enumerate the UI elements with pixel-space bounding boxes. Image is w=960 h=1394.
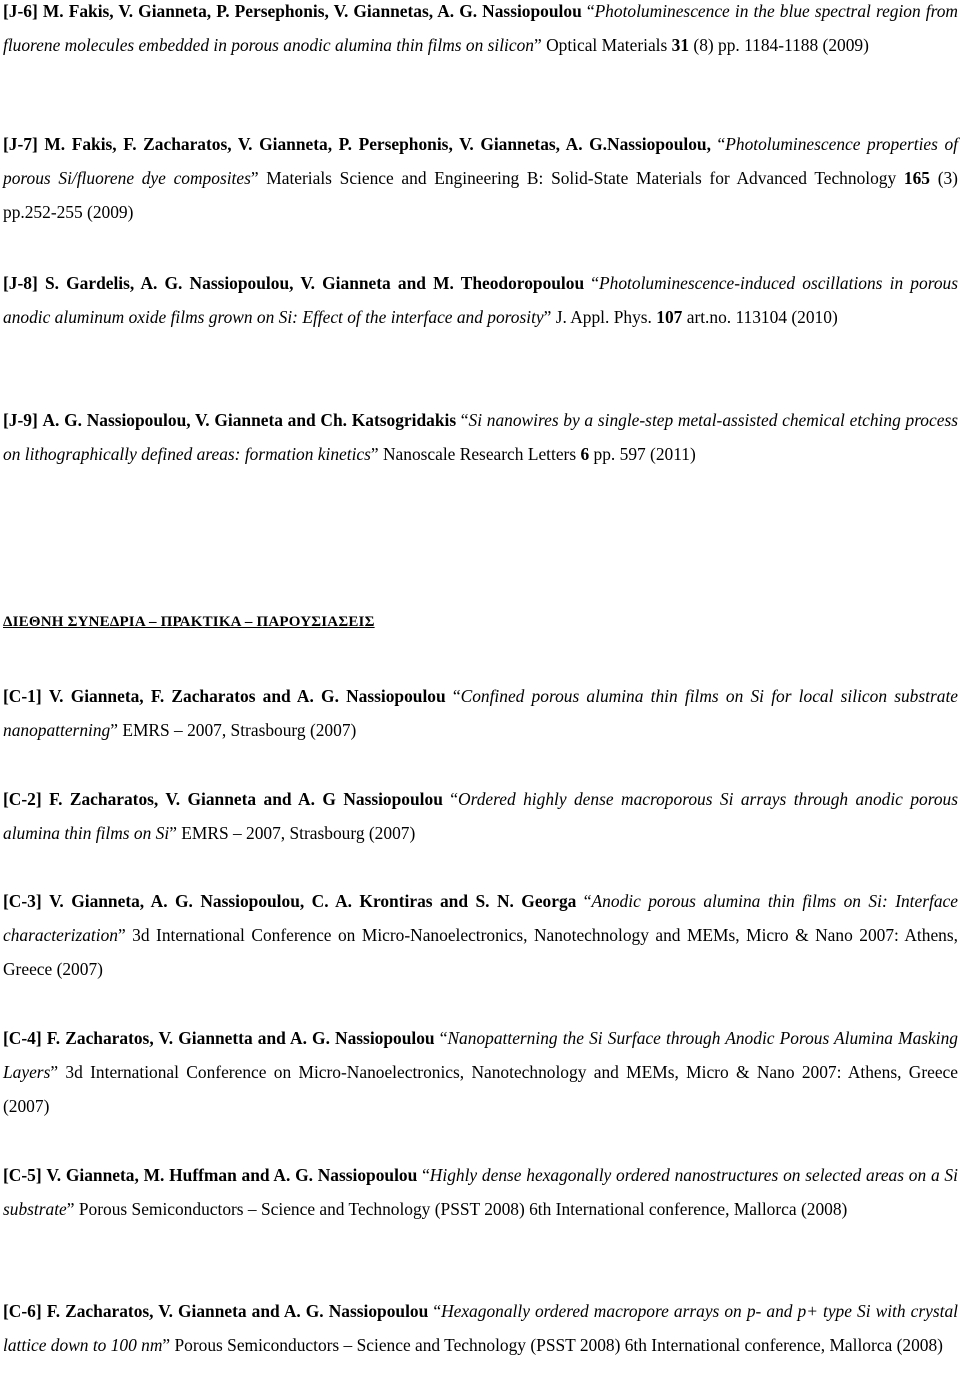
- reference-volume: 31: [671, 35, 690, 56]
- reference-authors: M. Fakis, F. Zacharatos, V. Gianneta, P. Persephonis, V. Giannetas, A. G.Nassiopoulou,: [44, 134, 711, 154]
- reference-authors: V. Gianneta, A. G. Nassiopoulou, C. A. Krontiras and S. N. Georga: [49, 891, 577, 911]
- section-heading: ΔΙΕΘΝΗ ΣΥΝΕΔΡΙΑ – ΠΡΑΚΤΙΚΑ – ΠΑΡΟΥΣΙΑΣΕΙΣ: [3, 614, 375, 630]
- conference-reference: [C-4] F. Zacharatos, V. Giannetta and A. G. Nassiopoulou “Nanopatterning the Si Surface through Anodic Porous Alumina Masking Layers” 3d International Conference on Micro-Nanoelectronics, Nanotechnology and MEMs, Micro & Nano 2007: Athens, Greece (2007): [3, 1028, 958, 1117]
- journal-reference: [J-6] M. Fakis, V. Gianneta, P. Persephonis, V. Giannetas, A. G. Nassiopoulou “Photoluminescence in the blue spectral region from fluorene molecules embedded in porous anodic alumina thin films on silicon” Optical Materials 31 (8) pp. 1184-1188 (2009): [3, 1, 958, 56]
- reference-authors: V. Gianneta, M. Huffman and A. G. Nassiopoulou: [46, 1165, 418, 1185]
- reference-id: [C-1]: [3, 686, 42, 706]
- reference-details: art.no. 113104 (2010): [686, 307, 838, 328]
- reference-id: [C-4]: [3, 1028, 42, 1048]
- reference-authors: S. Gardelis, A. G. Nassiopoulou, V. Gianneta and M. Theodoropoulou: [44, 273, 585, 293]
- reference-authors: F. Zacharatos, V. Gianneta and A. G Nassiopoulou: [49, 789, 443, 809]
- reference-id: [C-3]: [3, 891, 42, 911]
- conference-reference: [C-2] F. Zacharatos, V. Gianneta and A. G Nassiopoulou “Ordered highly dense macroporous Si arrays through anodic porous alumina thin films on Si” EMRS – 2007, Strasbourg (2007): [3, 789, 958, 844]
- reference-venue: EMRS – 2007, Strasbourg (2007): [181, 823, 416, 844]
- reference-venue: 3d International Conference on Micro-Nanoelectronics, Nanotechnology and MEMs, Micro & Nano 2007: Athens, Greece (2007): [3, 1062, 958, 1117]
- reference-title: Hexagonally ordered macropore arrays on p- and p+ type Si with crystal lattice down to 100 nm: [3, 1301, 958, 1356]
- journal-reference: [J-7] M. Fakis, F. Zacharatos, V. Gianneta, P. Persephonis, V. Giannetas, A. G.Nassiopoulou, “Photoluminescence properties of porous Si/fluorene dye composites” Materials Science and Engineering B: Solid-State Materials for Advanced Technology 165 (3) pp.252-255 (2009): [3, 134, 959, 223]
- reference-venue: Nanoscale Research Letters: [382, 444, 577, 465]
- reference-venue: J. Appl. Phys.: [555, 307, 652, 328]
- reference-authors: M. Fakis, V. Gianneta, P. Persephonis, V. Giannetas, A. G. Nassiopoulou: [42, 1, 582, 21]
- conference-reference: [C-3] V. Gianneta, A. G. Nassiopoulou, C. A. Krontiras and S. N. Georga “Anodic porous alumina thin films on Si: Interface characterization” 3d International Conference on Micro-Nanoelectronics, Nanotechnology and MEMs, Micro & Nano 2007: Athens, Greece (2007): [3, 891, 958, 980]
- reference-details: (3) pp.252-255 (2009): [3, 168, 958, 223]
- reference-authors: F. Zacharatos, V. Giannetta and A. G. Nassiopoulou: [46, 1028, 435, 1048]
- reference-title: Photoluminescence-induced oscillations in porous anodic aluminum oxide films grown on Si: Effect of the interface and porosity: [3, 273, 958, 328]
- reference-authors: V. Gianneta, F. Zacharatos and A. G. Nassiopoulou: [48, 686, 446, 706]
- reference-title: Nanopatterning the Si Surface through Anodic Porous Alumina Masking Layers: [3, 1028, 958, 1083]
- reference-id: [J-9]: [3, 410, 38, 430]
- reference-volume: 107: [656, 307, 683, 328]
- reference-details: (8) pp. 1184-1188 (2009): [693, 35, 869, 56]
- reference-title: Confined porous alumina thin films on Si for local silicon substrate nanopatterning: [3, 686, 958, 741]
- reference-venue: Porous Semiconductors – Science and Technology (PSST 2008) 6th International conference, Mallorca (2008): [78, 1199, 848, 1220]
- reference-id: [C-2]: [3, 789, 42, 809]
- reference-venue: Materials Science and Engineering B: Solid-State Materials for Advanced Technology: [266, 168, 897, 189]
- reference-title: Photoluminescence in the blue spectral region from fluorene molecules embedded in porous anodic alumina thin films on silicon: [3, 1, 958, 56]
- reference-id: [J-8]: [3, 273, 38, 293]
- reference-id: [C-6]: [3, 1301, 42, 1321]
- reference-title: Si nanowires by a single-step metal-assisted chemical etching process on lithographically defined areas: formation kinetics: [3, 410, 958, 465]
- reference-title: Ordered highly dense macroporous Si arrays through anodic porous alumina thin films on Si: [3, 789, 958, 844]
- conference-reference: [C-5] V. Gianneta, M. Huffman and A. G. Nassiopoulou “Highly dense hexagonally ordered nanostructures on selected areas on a Si substrate” Porous Semiconductors – Science and Technology (PSST 2008) 6th International conference, Mallorca (2008): [3, 1165, 958, 1220]
- reference-authors: A. G. Nassiopoulou, V. Gianneta and Ch. Katsogridakis: [42, 410, 457, 430]
- reference-id: [C-5]: [3, 1165, 42, 1185]
- reference-title: Photoluminescence properties of porous Si/fluorene dye composites: [3, 134, 959, 189]
- reference-venue: Porous Semiconductors – Science and Technology (PSST 2008) 6th International conference, Mallorca (2008): [174, 1335, 943, 1356]
- reference-title: Anodic porous alumina thin films on Si: Interface characterization: [3, 891, 958, 946]
- conference-reference: [C-1] V. Gianneta, F. Zacharatos and A. G. Nassiopoulou “Confined porous alumina thin films on Si for local silicon substrate nanopatterning” EMRS – 2007, Strasbourg (2007): [3, 686, 958, 741]
- reference-authors: F. Zacharatos, V. Gianneta and A. G. Nassiopoulou: [46, 1301, 429, 1321]
- reference-venue: 3d International Conference on Micro-Nanoelectronics, Nanotechnology and MEMs, Micro & Nano 2007: Athens, Greece (2007): [3, 925, 958, 980]
- reference-volume: 6: [580, 444, 590, 465]
- journal-reference: [J-9] A. G. Nassiopoulou, V. Gianneta and Ch. Katsogridakis “Si nanowires by a single-step metal-assisted chemical etching process on lithographically defined areas: formation kinetics” Nanoscale Research Letters 6 pp. 597 (2011): [3, 410, 958, 465]
- reference-id: [J-7]: [3, 134, 38, 154]
- reference-id: [J-6]: [3, 1, 38, 21]
- reference-venue: EMRS – 2007, Strasbourg (2007): [122, 720, 357, 741]
- reference-details: pp. 597 (2011): [593, 444, 696, 465]
- conference-reference: [C-6] F. Zacharatos, V. Gianneta and A. G. Nassiopoulou “Hexagonally ordered macropore arrays on p- and p+ type Si with crystal lattice down to 100 nm” Porous Semiconductors – Science and Technology (PSST 2008) 6th International conference, Mallorca (2008): [3, 1301, 958, 1356]
- journal-reference: [J-8] S. Gardelis, A. G. Nassiopoulou, V. Gianneta and M. Theodoropoulou “Photoluminescence-induced oscillations in porous anodic aluminum oxide films grown on Si: Effect of the interface and porosity” J. Appl. Phys. 107 art.no. 113104 (2010): [3, 273, 958, 328]
- reference-venue: Optical Materials: [546, 35, 668, 56]
- reference-volume: 165: [903, 168, 930, 189]
- reference-title: Highly dense hexagonally ordered nanostructures on selected areas on a Si substrate: [3, 1165, 958, 1220]
